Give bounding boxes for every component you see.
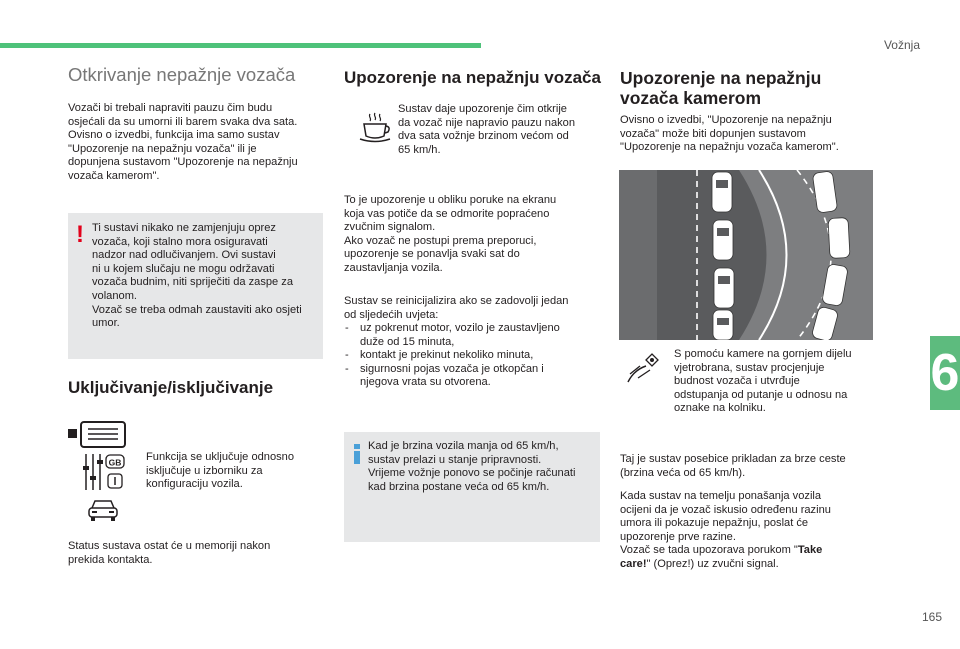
chapter-title: Vožnja [883, 38, 920, 52]
coffee-cup-icon [358, 112, 394, 144]
chapter-tab: 6 [930, 336, 960, 410]
subsection-title: Uključivanje/isključivanje [68, 378, 274, 397]
road-lane-illustration [619, 170, 873, 340]
fatigue-behavior-text: Kada sustav na temelju ponašanja vozila ocijeni da je vozač iskusio određenu razinu umora ili pokazuje nepažnju, poslat će upozorenje prve razine. Vozač se tada upozorava porukom "Take care!" (Oprez!) uz zvučni signal. [620, 490, 831, 570]
coffee-break-text: Sustav daje upozorenje čim otkrije da vozač nije napravio pauzu nakon dva sata vožnje brzinom većom od 65 km/h. [398, 103, 576, 156]
reset-conditions-list [344, 322, 600, 390]
section-title: Upozorenje na nepažnju vozača [344, 68, 601, 87]
info-icon [354, 444, 360, 464]
camera-intro-text: Ovisno o izvedbi, "Upozorenje na nepažnju vozača" može biti dopunjen sustavom "Upozorenje na nepažnju vozača kamerom". [620, 114, 839, 154]
page-number: 165 [921, 610, 942, 624]
exclamation-icon: ! [76, 221, 84, 248]
intro-paragraph: Vozači bi trebali napraviti pauzu čim budu osjećali da su umorni ili barem svaka dva sata. Ovisno o izvedbi, funkcija ima samo sustav "Upozorenje na nepažnju vozača" ili je dopunjena sustavom "Upozorenje na nepažnju vozača kamerom". [68, 102, 298, 182]
info-box [344, 432, 600, 542]
function-toggle-text: Funkcija se uključuje odnosno isključuje u izborniku za konfiguraciju vozila. [146, 451, 295, 491]
camera-description-text: S pomoću kamere na gornjem dijelu vjetrobrana, sustav procjenjuje budnost vozača i utvrđuje odstupanja od putanje u odnosu na oznake na kolniku. [674, 348, 852, 415]
status-memory-text: Status sustava ostat će u memoriji nakon prekida kontakta. [68, 540, 271, 566]
reset-intro-text: Sustav se reinicijalizira ako se zadovolji jedan od sljedećih uvjeta: [344, 295, 569, 321]
gb-label: GB [108, 457, 122, 468]
section-title: Upozorenje na nepažnju vozača kamerom [620, 68, 822, 108]
section-title: Otkrivanje nepažnje vozača [68, 64, 296, 85]
settings-sliders-icon [82, 452, 126, 492]
warning-box [68, 213, 323, 359]
car-front-icon [86, 498, 120, 522]
camera-lane-icon [626, 352, 660, 384]
header-accent-bar [0, 43, 481, 48]
list-item: - uz pokrenut motor, vozilo je zaustavljeno duže od 15 minuta, [344, 322, 600, 349]
list-item: - kontakt je prekinut nekoliko minuta, [344, 349, 600, 363]
warning-text: Ti sustavi nikako ne zamjenjuju oprez vozača, koji stalno mora osiguravati nadzor nad odlučivanjem. Ovi sustavi ni u kojem slučaju ne mogu održavati vozača budnim, niti spriječiti da zaspe za volanom. Vozač se treba odmah zaustaviti ako osjeti umor. [92, 222, 302, 330]
info-text: Kad je brzina vozila manja od 65 km/h, sustav prelazi u stanje pripravnosti. Vrijeme vožnje ponovo se počinje računati kad brzina postane veća od 65 km/h. [368, 440, 576, 493]
screen-menu-icon [66, 420, 130, 450]
warning-message-text: To je upozorenje u obliku poruke na ekranu koja vas potiče da se odmorite popraćeno zvučnim signalom. Ako vozač ne postupi prema preporuci, upozorenje se ponavlja svaki sat do zaustavljanja vozila. [344, 194, 557, 274]
highway-suitability-text: Taj je sustav posebice prikladan za brze ceste (brzina veća od 65 km/h). [620, 453, 846, 479]
list-item: - sigurnosni pojas vozača je otkopčan i njegova vrata su otvorena. [344, 363, 600, 390]
